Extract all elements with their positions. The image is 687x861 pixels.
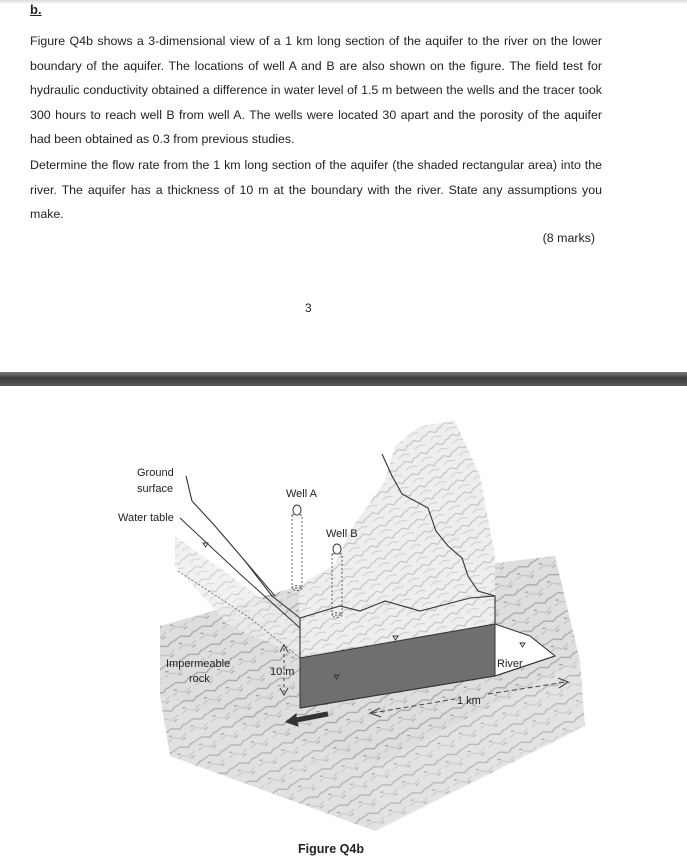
question-paragraph-2: Determine the flow rate from the 1 km long section of the aquifer (the shaded rectangular area) into the river. The aquifer has a thickness of 10 m at the boundary with the river. State any assumptions you make. [30,158,602,221]
well-a [292,505,302,591]
label-river: River [497,658,523,670]
page-top-edge [0,0,687,4]
label-thickness: 10 m [270,666,295,678]
question-paragraph-1: Figure Q4b shows a 3-dimensional view of a 1 km long section of the aquifer to the river on the lower boundary of the aquifer. The locations of well A and B are also shown on the figure. The field test for hydraulic conductivity obtained a difference in water level of 1.5 m between the wells and the tracer took 300 hours to reach well B from well A. The wells were located 30 apart and the porosity of the aquifer had been obtained as 0.3 from previous studies. [30,34,602,146]
label-water-table: Water table [118,512,174,524]
question-page [0,0,687,372]
label-well-b: Well B [326,528,358,540]
label-length: 1 km [457,695,481,707]
label-well-a: Well A [286,488,317,500]
page-number: 3 [305,301,312,315]
question-label: b. [30,2,42,17]
label-impermeable-line1: Impermeable [166,658,231,670]
page-separator [0,372,687,386]
aquifer-figure [0,386,687,861]
marks-allocation: (8 marks) [542,231,595,245]
label-ground-line1: Ground [137,467,174,479]
figure-caption: Figure Q4b [298,842,364,856]
figure-page [0,386,687,861]
label-impermeable-line2: rock [189,673,210,685]
label-ground-line2: surface [137,483,174,495]
